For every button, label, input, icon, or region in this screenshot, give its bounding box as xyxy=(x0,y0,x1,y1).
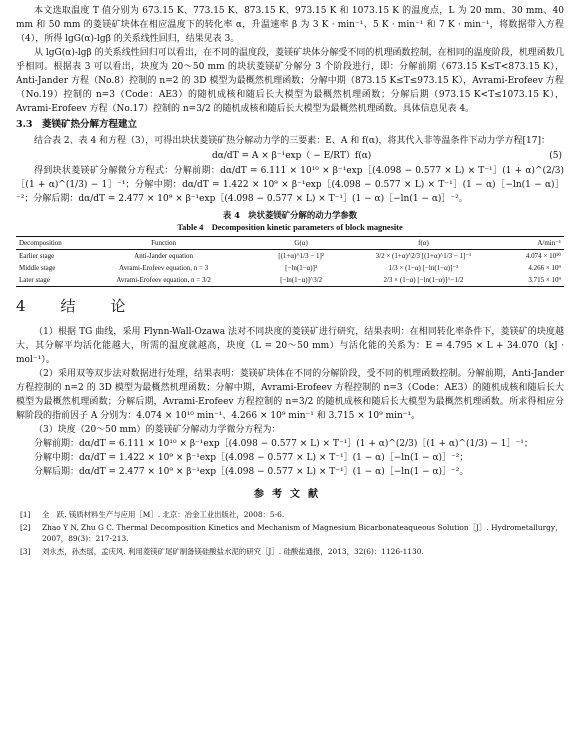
conclusion-equation-early: 分解前期：dα/dT = 6.111 × 10¹⁰ × β⁻¹exp［(4.098 − 0.577 × L) × T⁻¹］(1 + α)^(2/3)［(1 + α)^(1/3) − 1］⁻¹； xyxy=(34,439,533,450)
table-4-caption-cn: 表 4 块状菱镁矿分解的动力学参数 xyxy=(222,210,358,221)
table-header-cell: A/min⁻¹ xyxy=(487,236,564,249)
reference-item xyxy=(16,546,564,557)
table-cell: 1/3 × (1−α) [−ln(1−α)]⁻² xyxy=(388,264,459,273)
table-cell: Avrami-Erofeev equation, n = 3 xyxy=(119,264,209,273)
reference-item xyxy=(16,509,564,520)
conclusion-equation-later: 分解后期：dα/dT = 2.477 × 10⁹ × β⁻¹exp［(4.098 − 0.577 × L) × T⁻¹］(1 − α)［−ln(1 − α)］⁻²。 xyxy=(34,467,469,478)
equation-number: (5) xyxy=(549,151,562,162)
table-cell: 3.715 × 10⁹ xyxy=(528,276,561,285)
conclusion-equation-middle: 分解中期：dα/dT = 1.422 × 10⁹ × β⁻¹exp［(4.098 − 0.577 × L) × T⁻¹］(1 − α)［−ln(1 − α)］⁻²； xyxy=(34,453,469,464)
table-cell: 4.266 × 10⁹ xyxy=(528,264,561,273)
reference-list xyxy=(16,509,564,557)
table-header-cell: Function xyxy=(85,236,243,249)
table-row xyxy=(16,250,564,263)
table-cell: [(1+α)^1/3 − 1]² xyxy=(278,252,324,261)
kinetic-parameters-table xyxy=(16,236,564,288)
table-header-row xyxy=(16,236,564,249)
table-cell: Middle stage xyxy=(19,264,56,273)
reference-text: 刘永杰，孙杰瑶，孟庆风. 利用菱镁矿尾矿制备镁硅酸盐水泥的研究［J］. 硅酸盐通报，2013，32(6)：1126-1130. xyxy=(42,547,424,557)
table-header-cell: f(α) xyxy=(360,236,487,249)
reference-item xyxy=(16,522,564,544)
conclusion-paragraph-1: （1）根据 TG 曲线，采用 Flynn-Wall-Ozawa 法对不同块度的菱镁矿进行研究，结果表明：在相同转化率条件下，菱镁矿的块度越大，其分解平均活化能越大，所需的温度就越高，块度（L = 20～50 mm）与活化能的关系为：E = 4.795 × L + 34.070（kJ · mol⁻¹）。 xyxy=(16,326,564,365)
table-cell: 3/2 × (1+α)^2/3 [(1+α)^1/3 − 1]⁻¹ xyxy=(375,252,472,261)
table-cell: [−ln(1−α)]³ xyxy=(285,264,318,273)
section-3-3-heading: 3.3 菱镁矿热分解方程建立 xyxy=(16,119,138,131)
conclusion-paragraph-3: （3）块度（20～50 mm）的菱镁矿分解动力学微分方程为： xyxy=(34,425,281,436)
table-cell: 4.074 × 10¹⁰ xyxy=(525,252,561,261)
table-cell: [−ln(1−α)]^3/2 xyxy=(280,276,323,285)
kinetic-equation-row xyxy=(16,149,564,163)
table-cell: Anti-Jander equation xyxy=(134,252,194,261)
conclusion-paragraph-2: （2）采用双等双步法对数据进行处理，结果表明：菱镁矿块体在不同的分解阶段，受不同的机理函数控制。分解前期，Anti-Jander 方程控制的 n=2 的 3D 模型为最概然机理函数；分解中期，Avrami-Erofeev 方程控制的 n=3（Code：AE3）的随机成核和随后长大模型为最概然机理函数；分解后期，Avrami-Erofeev 方程控制的 n=3/2 的随机成核和随后长大模型为最概然机理函数。所求得相应分解阶段的指前因子 A 分别为：4.074 × 10¹⁰ min⁻¹、4.266 × 10⁹ min⁻¹ 和 3.715 × 10⁹ min⁻¹。 xyxy=(16,368,564,422)
intro-paragraph-2: 从 lgG(α)-lgβ 的关系线性回归可以看出，在不同的温度段，菱镁矿块体分解受不同的机理函数控制，在相同的温度阶段，机理函数几乎相同。根据表 3 可以看出，块度为 20～50 mm 的块状菱镁矿分解分 3 个阶段进行，即：分解前期（673.15 K≤T<873.15 K），Anti-Jander 方程（No.8）控制的 n=2 的 3D 模型为最概然机理函数；分解中期（873.15 K≤T≤973.15 K），Avrami-Erofeev 方程（No.19）控制的 n=3（Code：AE3）的随机成核和随后长大模型为最概然机理函数；分解后期（973.15 K<T≤1073.15 K），Avrami-Erofeev 方程（No.17）控制的 n=3/2 的随机成核和随后长大模型为最概然机理函数。具体信息见表 4。 xyxy=(16,48,564,115)
table-cell: Avrami-Erofeev equation, n = 3/2 xyxy=(116,276,211,285)
table-row xyxy=(16,274,564,287)
table-header-cell: Decomposition xyxy=(16,236,85,249)
intro-paragraph-1: 本文选取温度 T 值分别为 673.15 K、773.15 K、873.15 K、973.15 K 和 1073.15 K 的温度点，L 为 20 mm、30 mm、40 mm 和 50 mm 的菱镁矿块体在相应温度下的转化率 α，升温速率 β 为 3 K · min⁻¹、5 K · min⁻¹ 和 7 K · min⁻¹，将数据带入方程（4），所得 lgG(α)-lgβ 的关系线性回归，结果见表 3。 xyxy=(16,6,564,45)
conclusion-heading: 4 结 论 xyxy=(16,297,136,316)
references-heading: 参考文献 xyxy=(254,489,326,501)
table-cell: 2/3 × (1−α) [−ln(1−α)]^−1/2 xyxy=(383,276,464,285)
kinetic-equation: dα/dT = A × β⁻¹exp（ − E/RT）f(α) xyxy=(212,151,372,162)
section-3-3-paragraph-2: 得到块状菱镁矿分解微分方程式：分解前期：dα/dT = 6.111 × 10¹⁰ × β⁻¹exp［(4.098 − 0.577 × L) × T⁻¹］(1 + α)^(2/3)［(1 + α)^(1/3) − 1］⁻¹；分解中期：dα/dT = 1.422 × 10⁹ × β⁻¹exp［(4.098 − 0.577 × L) × T⁻¹］(1 − α)［−ln(1 − α)］⁻²；分解后期：dα/dT = 2.477 × 10⁹ × β⁻¹exp［(4.098 − 0.577 × L) × T⁻¹］(1 − α)［−ln(1 − α)］⁻²。 xyxy=(16,166,564,205)
reference-number: [2] xyxy=(20,522,31,532)
table-cell: Later stage xyxy=(19,276,50,285)
section-3-3-paragraph-1: 结合表 2、表 4 和方程（3），可得出块状菱镁矿热分解动力学的三要素：E、A 和 f(α)，将其代入非等温条件下动力学方程[17]： xyxy=(34,136,550,147)
table-header-cell: G(α) xyxy=(242,236,359,249)
reference-number: [3] xyxy=(20,547,31,557)
table-4-caption-en: Table 4 Decomposition kinetic parameters of block magnesite xyxy=(177,222,403,232)
reference-number: [1] xyxy=(20,509,31,519)
table-row xyxy=(16,262,564,274)
table-cell: Earlier stage xyxy=(19,252,55,261)
reference-text: Zhao Y N, Zhu G C. Thermal Decomposition Kinetics and Mechanism of Magnesium Bicarbonateaqueous Solution［J］. Hydrometallurgy，2007，89(3)：217-213. xyxy=(42,522,563,544)
reference-text: 全 跃. 镁质材料生产与应用［M］. 北京：冶金工业出版社，2008：5-6. xyxy=(42,509,285,519)
